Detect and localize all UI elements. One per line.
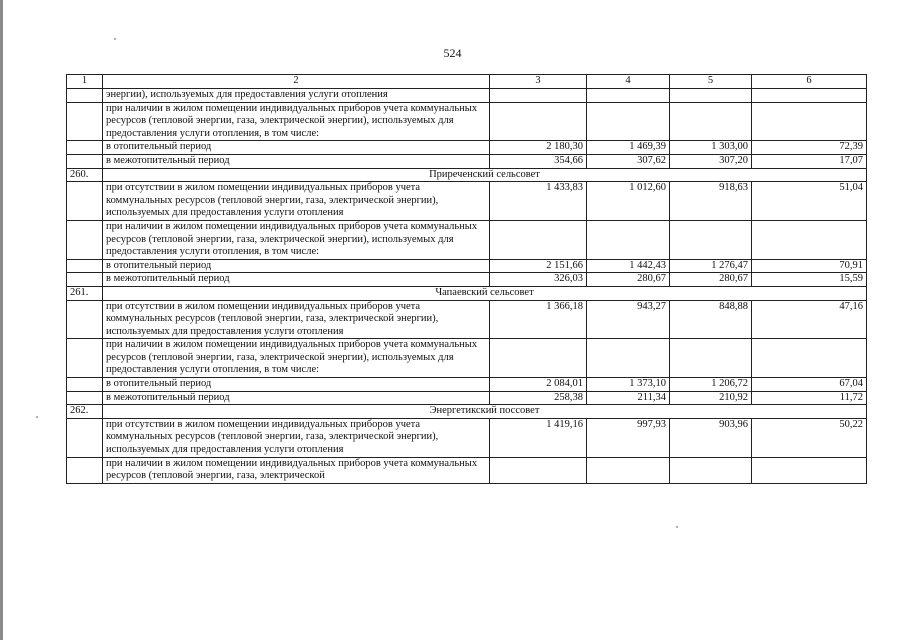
value-cell-col4	[587, 89, 670, 103]
value-cell-col3: 258,38	[490, 391, 587, 405]
scan-speck	[36, 416, 38, 418]
section-number: 261.	[67, 286, 103, 300]
table-row	[67, 339, 867, 378]
value-cell-col3: 354,66	[490, 154, 587, 168]
value-cell-col5: 307,20	[670, 154, 752, 168]
value-cell-col3: 2 084,01	[490, 378, 587, 392]
value-cell-col5	[670, 339, 752, 378]
value-cell-col3	[490, 457, 587, 483]
row-description: в межотопительный период	[103, 391, 490, 405]
value-cell-col6	[752, 339, 867, 378]
value-cell-col4	[587, 102, 670, 141]
table-row	[67, 154, 867, 168]
value-cell-col3: 1 366,18	[490, 300, 587, 339]
value-cell-col4: 307,62	[587, 154, 670, 168]
value-cell-col4	[587, 457, 670, 483]
value-cell-col3: 1 433,83	[490, 182, 587, 221]
value-cell-col4	[587, 220, 670, 259]
row-description: при отсутствии в жилом помещении индивидуальных приборов учета коммунальных ресурсов (тепловой энергии, газа, электрической энергии), используемых для предоставления услуги отопления	[103, 300, 490, 339]
section-number: 262.	[67, 405, 103, 419]
table-row	[67, 259, 867, 273]
value-cell-col5	[670, 89, 752, 103]
row-number-cell	[67, 457, 103, 483]
table-row	[67, 182, 867, 221]
section-title: Энергетикский поссовет	[103, 405, 867, 419]
row-number-cell	[67, 154, 103, 168]
value-cell-col4: 211,34	[587, 391, 670, 405]
row-description: в отопительный период	[103, 259, 490, 273]
section-title: Чапаевский сельсовет	[103, 286, 867, 300]
row-description: энергии), используемых для предоставления услуги отопления	[103, 89, 490, 103]
column-header: 1	[67, 75, 103, 89]
row-description: при наличии в жилом помещении индивидуальных приборов учета коммунальных ресурсов (тепловой энергии, газа, электрической энергии), используемых для предоставления услуги отопления, в том числе:	[103, 220, 490, 259]
tariff-table	[66, 74, 867, 484]
value-cell-col5: 1 303,00	[670, 141, 752, 155]
row-number-cell	[67, 378, 103, 392]
page-number: 524	[443, 46, 462, 60]
row-description: при отсутствии в жилом помещении индивидуальных приборов учета коммунальных ресурсов (тепловой энергии, газа, электрической энергии), используемых для предоставления услуги отопления	[103, 418, 490, 457]
value-cell-col3	[490, 89, 587, 103]
row-number-cell	[67, 339, 103, 378]
row-description: при наличии в жилом помещении индивидуальных приборов учета коммунальных ресурсов (тепловой энергии, газа, электрической	[103, 457, 490, 483]
column-header: 6	[752, 75, 867, 89]
row-number-cell	[67, 141, 103, 155]
row-number-cell	[67, 220, 103, 259]
section-title: Приреченский сельсовет	[103, 168, 867, 182]
column-header: 2	[103, 75, 490, 89]
section-row	[67, 405, 867, 419]
value-cell-col3: 1 419,16	[490, 418, 587, 457]
value-cell-col5: 210,92	[670, 391, 752, 405]
table-row	[67, 273, 867, 287]
table-row	[67, 141, 867, 155]
value-cell-col3	[490, 102, 587, 141]
table-row	[67, 89, 867, 103]
column-header: 4	[587, 75, 670, 89]
row-description: в отопительный период	[103, 141, 490, 155]
value-cell-col5: 848,88	[670, 300, 752, 339]
value-cell-col3	[490, 220, 587, 259]
row-number-cell	[67, 273, 103, 287]
row-number-cell	[67, 89, 103, 103]
column-header-row	[67, 75, 867, 89]
value-cell-col6: 51,04	[752, 182, 867, 221]
value-cell-col5: 918,63	[670, 182, 752, 221]
value-cell-col3: 2 151,66	[490, 259, 587, 273]
value-cell-col5: 1 206,72	[670, 378, 752, 392]
value-cell-col6: 15,59	[752, 273, 867, 287]
value-cell-col6	[752, 89, 867, 103]
row-description: при наличии в жилом помещении индивидуальных приборов учета коммунальных ресурсов (тепловой энергии, газа, электрической энергии), используемых для предоставления услуги отопления, в том числе:	[103, 339, 490, 378]
row-description: при наличии в жилом помещении индивидуальных приборов учета коммунальных ресурсов (тепловой энергии, газа, электрической энергии), используемых для предоставления услуги отопления, в том числе:	[103, 102, 490, 141]
row-description: в отопительный период	[103, 378, 490, 392]
scan-edge	[0, 0, 3, 640]
value-cell-col4: 997,93	[587, 418, 670, 457]
value-cell-col4: 1 469,39	[587, 141, 670, 155]
row-number-cell	[67, 391, 103, 405]
row-number-cell	[67, 418, 103, 457]
row-description: в межотопительный период	[103, 154, 490, 168]
scan-speck	[114, 38, 116, 40]
value-cell-col3	[490, 339, 587, 378]
value-cell-col6: 47,16	[752, 300, 867, 339]
row-description: в межотопительный период	[103, 273, 490, 287]
value-cell-col5: 280,67	[670, 273, 752, 287]
column-header: 3	[490, 75, 587, 89]
row-number-cell	[67, 300, 103, 339]
table-row	[67, 220, 867, 259]
value-cell-col4: 280,67	[587, 273, 670, 287]
table-row	[67, 102, 867, 141]
value-cell-col5	[670, 102, 752, 141]
value-cell-col5	[670, 457, 752, 483]
value-cell-col5: 903,96	[670, 418, 752, 457]
table-row	[67, 391, 867, 405]
value-cell-col6	[752, 102, 867, 141]
value-cell-col3: 2 180,30	[490, 141, 587, 155]
row-number-cell	[67, 259, 103, 273]
value-cell-col4: 1 012,60	[587, 182, 670, 221]
value-cell-col5: 1 276,47	[670, 259, 752, 273]
value-cell-col6: 11,72	[752, 391, 867, 405]
value-cell-col5	[670, 220, 752, 259]
section-row	[67, 286, 867, 300]
value-cell-col4: 1 442,43	[587, 259, 670, 273]
value-cell-col6: 70,91	[752, 259, 867, 273]
value-cell-col4: 943,27	[587, 300, 670, 339]
value-cell-col6: 17,07	[752, 154, 867, 168]
value-cell-col6	[752, 220, 867, 259]
value-cell-col6: 50,22	[752, 418, 867, 457]
value-cell-col6: 67,04	[752, 378, 867, 392]
value-cell-col6: 72,39	[752, 141, 867, 155]
value-cell-col4: 1 373,10	[587, 378, 670, 392]
section-row	[67, 168, 867, 182]
scan-speck	[676, 526, 678, 528]
column-header: 5	[670, 75, 752, 89]
table-row	[67, 300, 867, 339]
value-cell-col6	[752, 457, 867, 483]
table-row	[67, 418, 867, 457]
section-number: 260.	[67, 168, 103, 182]
value-cell-col4	[587, 339, 670, 378]
value-cell-col3: 326,03	[490, 273, 587, 287]
table-row	[67, 457, 867, 483]
row-number-cell	[67, 102, 103, 141]
row-number-cell	[67, 182, 103, 221]
row-description: при отсутствии в жилом помещении индивидуальных приборов учета коммунальных ресурсов (тепловой энергии, газа, электрической энергии), используемых для предоставления услуги отопления	[103, 182, 490, 221]
table-row	[67, 378, 867, 392]
